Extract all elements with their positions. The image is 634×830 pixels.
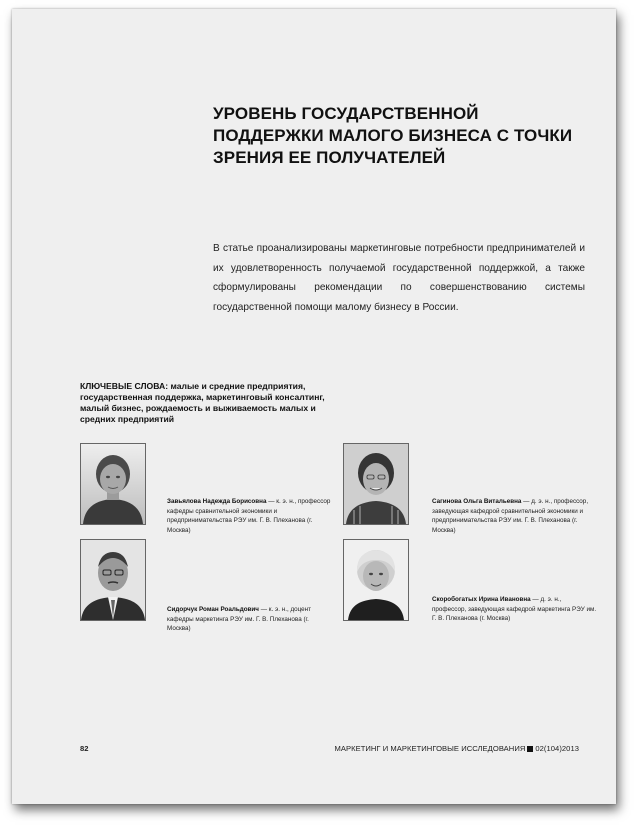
author-info-sidorchuk (167, 605, 332, 634)
author-photo-zavyalova (80, 443, 146, 525)
page-number: 82 (80, 744, 89, 753)
keywords-list: малые и средние предприятия, государственная поддержка, маркетинговый консалтинг, малый бизнес, рождаемость и выживаемость малых и средних предприятий (80, 381, 325, 424)
author-name: Сагинова Ольга Витальевна (432, 498, 522, 505)
author-photo-sidorchuk (80, 539, 146, 621)
square-bullet-icon (527, 746, 533, 752)
journal-name (335, 744, 580, 753)
author-name: Завьялова Надежда Борисовна (167, 498, 267, 505)
page-footer (12, 744, 616, 756)
author-credentials: — д. э. н., профессор, заведующая кафедрой маркетинга РЭУ им. Г. В. Плеханова (г. Москва) (432, 596, 597, 623)
author-credentials: — д. э. н., профессор, заведующая кафедрой сравнительной экономики и предпринимательства РЭУ им. Г. В. Плеханова (г. Москва) (432, 498, 589, 534)
journal-title: МАРКЕТИНГ И МАРКЕТИНГОВЫЕ ИССЛЕДОВАНИЯ (334, 744, 526, 753)
author-name: Сидорчук Роман Роальдович (167, 606, 259, 613)
journal-issue: 02(104)2013 (535, 744, 579, 753)
author-info-zavyalova (167, 497, 332, 535)
journal-page (12, 9, 616, 804)
keywords-label: КЛЮЧЕВЫЕ СЛОВА: (80, 381, 169, 391)
article-abstract: В статье проанализированы маркетинговые потребности предпринимателей и их удовлетворенность получаемой государственной поддержкой, а также сформулированы рекомендации по совершенствованию системы государственной помощи малому бизнесу в России. (213, 243, 585, 314)
author-photo-saginova (343, 443, 409, 525)
author-info-skorobogatykh (432, 595, 597, 624)
author-credentials: — к. э. н., доцент кафедры маркетинга РЭУ им. Г. В. Плеханова (г. Москва) (167, 606, 312, 633)
author-name: Скоробогатых Ирина Ивановна (432, 596, 531, 603)
author-credentials: — к. э. н., профессор кафедры сравнительной экономики и предпринимательства РЭУ им. Г. В. Плеханова (г. Москва) (167, 498, 331, 534)
author-info-saginova (432, 497, 597, 535)
keywords-block (80, 381, 335, 425)
author-photo-skorobogatykh (343, 539, 409, 621)
article-title: УРОВЕНЬ ГОСУДАРСТВЕННОЙ ПОДДЕРЖКИ МАЛОГО БИЗНЕСА С ТОЧКИ ЗРЕНИЯ ЕЕ ПОЛУЧАТЕЛЕЙ (213, 104, 573, 167)
